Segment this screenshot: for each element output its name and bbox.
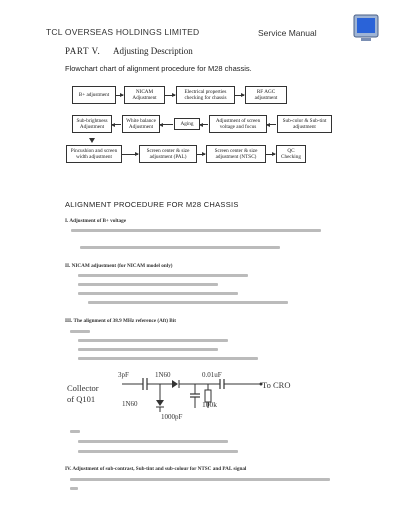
text-line bbox=[70, 330, 90, 333]
flow-arrow bbox=[160, 124, 173, 125]
monitor-icon bbox=[352, 14, 380, 44]
subhead-3: III. The alignment of 38.9 MHz reference (Aft) Bit bbox=[65, 318, 176, 324]
text-line bbox=[78, 274, 248, 277]
text-line bbox=[78, 283, 218, 286]
flow-box-nicam: NICAM Adjustment bbox=[124, 86, 165, 104]
flow-arrow bbox=[122, 154, 138, 155]
text-line bbox=[88, 301, 288, 304]
flow-box-sub-color: Sub-color & Sub-tint adjustment bbox=[277, 115, 332, 133]
cap1-label: 3pF bbox=[118, 371, 129, 379]
flow-box-center-ntsc: Screen center & size adjustment (NTSC) bbox=[206, 145, 266, 163]
flow-arrow-down bbox=[89, 138, 95, 143]
diode1-label: 1N60 bbox=[155, 371, 171, 379]
text-line bbox=[78, 440, 228, 443]
flow-box-electrical: Electrical properties checking for chassis bbox=[176, 86, 235, 104]
subhead-2: II. NICAM adjustment (for NICAM model only) bbox=[65, 263, 173, 269]
flowchart-title: Flowchart chart of alignment procedure for M28 chassis. bbox=[65, 64, 252, 73]
part-title: Adjusting Description bbox=[113, 46, 193, 56]
text-line bbox=[71, 229, 321, 232]
diode2-label: 1N60 bbox=[122, 400, 138, 408]
flow-arrow bbox=[235, 95, 244, 96]
part-number: PART V. bbox=[65, 46, 101, 56]
flow-arrow bbox=[267, 124, 276, 125]
flow-box-b-plus: B+ adjustment bbox=[72, 86, 116, 104]
text-line bbox=[78, 339, 228, 342]
flow-box-sub-brightness: Sub-brightness Adjustment bbox=[72, 115, 112, 133]
subhead-4: IV. Adjustment of sub-contrast, Sub-tint and sub-colour for NTSC and PAL signal bbox=[65, 466, 247, 472]
manual-label: Service Manual bbox=[258, 28, 317, 38]
section-title: ALIGNMENT PROCEDURE FOR M28 CHASSIS bbox=[65, 200, 239, 209]
collector-label: Collector bbox=[67, 383, 99, 393]
flow-box-center-pal: Screen center & size adjustment (PAL) bbox=[139, 145, 197, 163]
text-line bbox=[70, 478, 330, 481]
text-line bbox=[78, 348, 218, 351]
resistor-label: 100k bbox=[202, 400, 217, 409]
flow-box-aging: Aging bbox=[174, 118, 200, 130]
subhead-1: I. Adjustment of B+ voltage bbox=[65, 218, 127, 224]
flow-box-qc: QC Checking bbox=[276, 145, 306, 163]
flow-box-screen-voltage: Adjustment of screen voltage and focus bbox=[209, 115, 267, 133]
flow-box-pincushion: Pincushion and screen width adjustment bbox=[66, 145, 122, 163]
flow-arrow bbox=[200, 124, 208, 125]
text-line bbox=[70, 430, 80, 433]
flow-box-white-balance: White balance Adjustment bbox=[122, 115, 160, 133]
cap2-label: 0.01uF bbox=[202, 371, 222, 379]
text-line bbox=[78, 292, 238, 295]
flow-box-rf-agc: RF AGC adjustment bbox=[245, 86, 287, 104]
flow-arrow bbox=[266, 154, 275, 155]
text-line bbox=[78, 450, 238, 453]
circuit-diagram bbox=[60, 360, 320, 440]
flow-arrow bbox=[116, 95, 123, 96]
text-line bbox=[80, 246, 280, 249]
flow-arrow bbox=[165, 95, 175, 96]
to-cro-label: To CRO bbox=[262, 380, 291, 390]
company-name: TCL OVERSEAS HOLDINGS LIMITED bbox=[46, 27, 200, 37]
flow-arrow bbox=[112, 124, 121, 125]
cap3-label: 1000pF bbox=[161, 413, 183, 421]
flow-arrow bbox=[197, 154, 205, 155]
collector-ref: of Q101 bbox=[67, 394, 96, 404]
text-line bbox=[70, 487, 78, 490]
